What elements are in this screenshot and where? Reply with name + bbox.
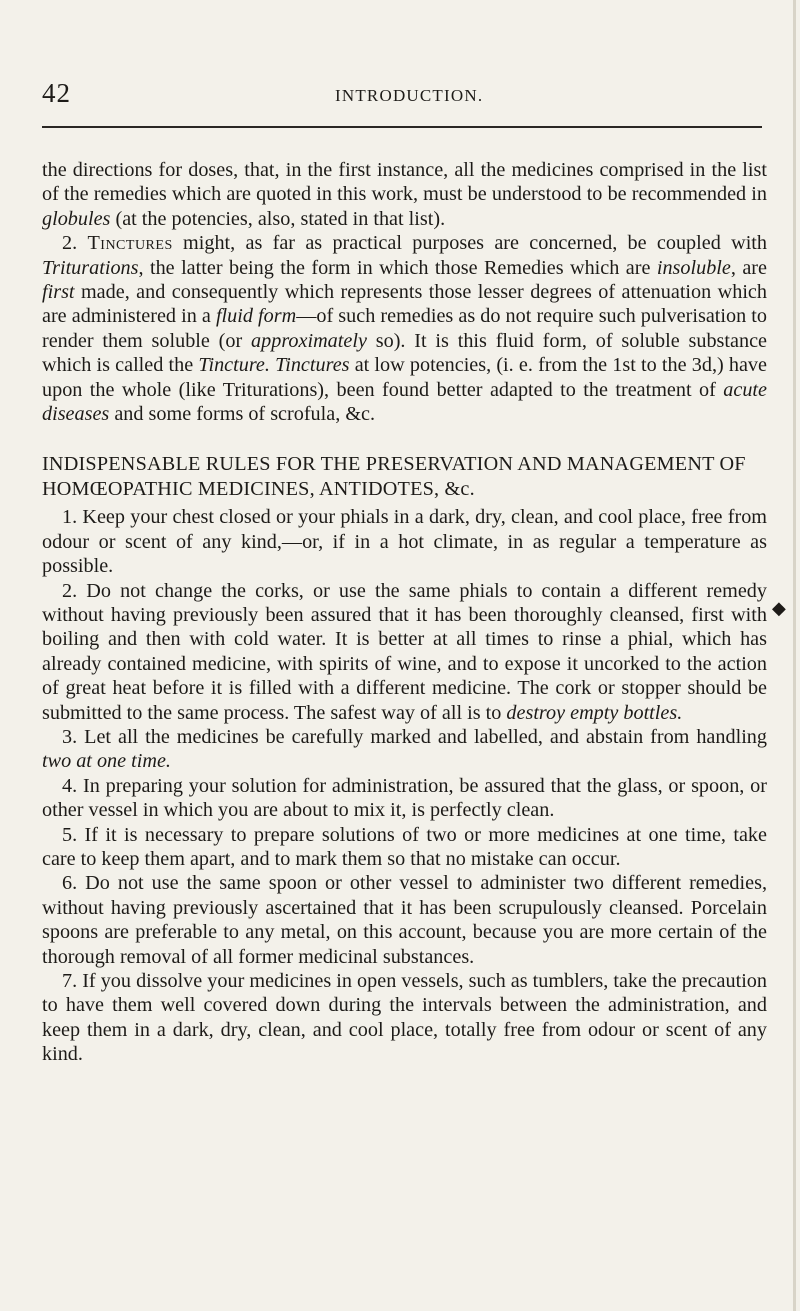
section-heading: INDISPENSABLE RULES FOR THE PRESERVATION AND MANAGEMENT OF HOMŒOPATHIC MEDICINES, ANTIDOTES, &c. <box>42 453 746 500</box>
page-number: 42 <box>42 78 71 108</box>
paragraph-globules: the directions for doses, that, in the first instance, all the medicines comprised in the list of the remedies which are quoted in this work, must be understood to be recommended in globules (at the potencies, also, stated in that list). <box>42 159 767 230</box>
header-rule <box>42 126 762 128</box>
margin-mark: ◆ <box>772 598 786 618</box>
paragraph-tinctures: 2. Tinctures might, as far as practical purposes are concerned, be coupled with Triturations, the latter being the form in which those Remedies which are insoluble, are first made, and consequently which represents those lesser degrees of attenuation which are administered in a fluid form—of such remedies as do not require such pulverisation to render them soluble (or approximately so). It is this fluid form, of soluble substance which is called the Tincture. Tinctures at low potencies, (i. e. from the 1st to the 3d,) have upon the whole (like Triturations), been found better adapted to the treatment of acute diseases and some forms of scrofula, &c. <box>42 232 768 426</box>
rule-3: 3. Let all the medicines be carefully marked and labelled, and abstain from handling two at one time. <box>42 725 767 773</box>
scan-edge <box>793 0 796 1311</box>
rule-4: 4. In preparing your solution for administration, be assured that the glass, or spoon, or other vessel in which you are about to mix it, is perfectly clean. <box>42 774 767 822</box>
rule-7: 7. If you dissolve your medicines in open vessels, such as tumblers, take the precaution to have them well covered down during the intervals between the administration, and keep them in a dark, dry, clean, and cool place, totally free from odour or scent of any kind. <box>42 970 767 1066</box>
rule-1: 1. Keep your chest closed or your phials in a dark, dry, clean, and cool place, free from odour or scent of any kind,—or, if in a hot climate, in as regular a temperature as possible. <box>42 506 767 578</box>
rule-5: 5. If it is necessary to prepare solutions of two or more medicines at one time, take care to keep them apart, and to mark them so that no mistake can occur. <box>42 823 767 870</box>
running-head: INTRODUCTION. <box>335 86 484 105</box>
rule-6: 6. Do not use the same spoon or other vessel to administer two different remedies, without having previously ascertained that it has been scrupulously cleansed. Porcelain spoons are preferable to any metal, on this account, because you are more certain of the thorough removal of all former medicinal substances. <box>42 872 767 968</box>
body-text <box>42 158 767 1067</box>
rule-2: 2. Do not change the corks, or use the same phials to contain a different remedy without having previously been assured that it has been thoroughly cleansed, first with boiling and then with cold water. It is better at all times to rinse a phial, which has already contained medicine, with spirits of wine, and to expose it uncorked to the action of great heat before it is filled with a different medicine. The cork or stopper should be submitted to the same process. The safest way of all is to destroy empty bottles. <box>42 579 767 724</box>
